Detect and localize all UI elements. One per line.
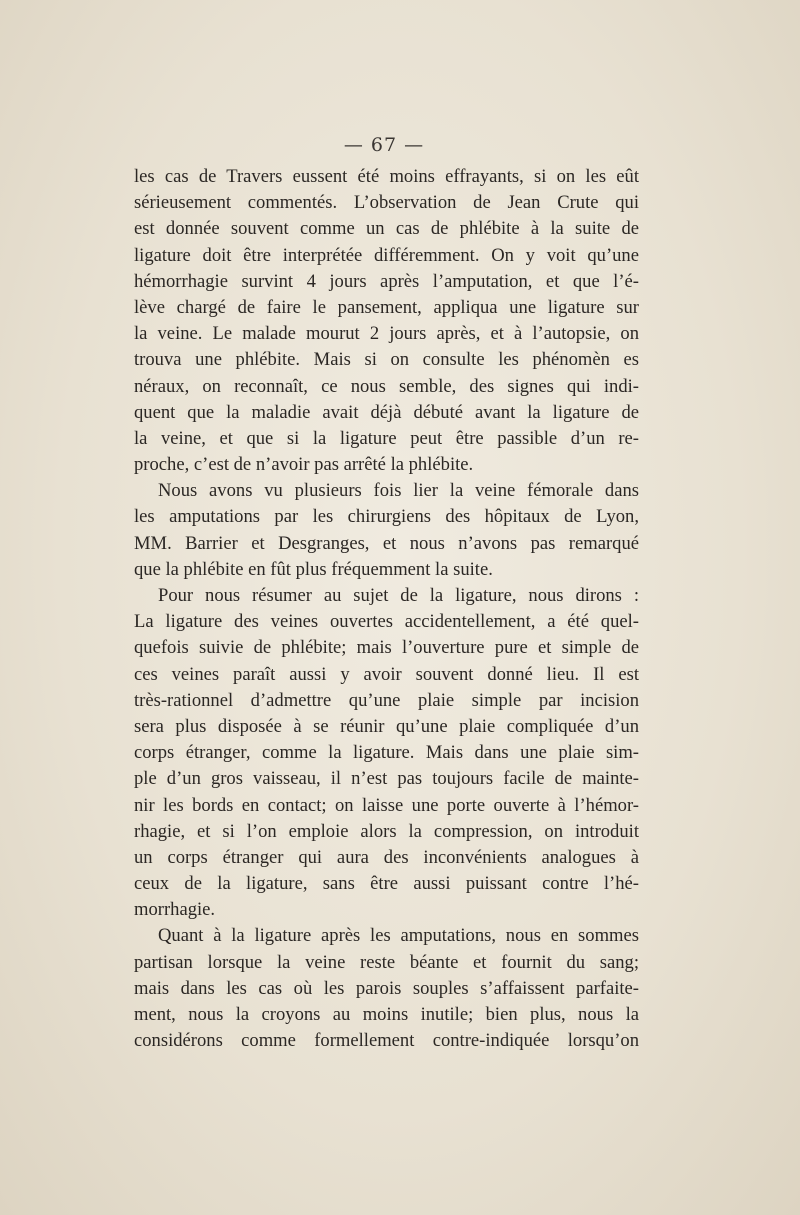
text-line: les cas de Travers eussent été moins effrayants, si on les eût: [134, 166, 639, 187]
text-line: néraux, on reconnaît, ce nous semble, des signes qui indi-: [134, 375, 639, 397]
text-line: La ligature des veines ouvertes accidentellement, a été quel-: [134, 611, 639, 633]
text-line: quent que la maladie avait déjà débuté avant la ligature de: [134, 401, 639, 423]
text-line: Nous avons vu plusieurs fois lier la veine fémorale dans: [158, 480, 639, 502]
text-line: ligature doit être interprétée différemment. On y voit qu’une: [134, 244, 639, 266]
text-line: corps étranger, comme la ligature. Mais dans une plaie sim-: [134, 742, 639, 764]
text-line: MM. Barrier et Desgranges, et nous n’avons pas remarqué: [134, 532, 639, 554]
text-line: sera plus disposée à se réunir qu’une plaie compliquée d’un: [134, 715, 639, 737]
body-text: [134, 164, 639, 1054]
text-line: la veine, et que si la ligature peut être passible d’un re-: [134, 427, 639, 449]
text-line: mais dans les cas où les parois souples s’affaissent parfaite-: [134, 977, 639, 999]
text-line: considérons comme formellement contre-indiquée lorsqu’on: [134, 1030, 639, 1052]
text-line: lève chargé de faire le pansement, appliqua une ligature sur: [134, 296, 639, 318]
text-line: Quant à la ligature après les amputations, nous en sommes: [158, 925, 639, 947]
text-line: ceux de la ligature, sans être aussi puissant contre l’hé-: [134, 873, 639, 895]
text-line: très-rationnel d’admettre qu’une plaie simple par incision: [134, 689, 639, 711]
text-line: quefois suivie de phlébite; mais l’ouverture pure et simple de: [134, 637, 639, 659]
text-line: la veine. Le malade mourut 2 jours après, et à l’autopsie, on: [134, 323, 639, 345]
text-line: est donnée souvent comme un cas de phlébite à la suite de: [134, 218, 639, 240]
text-line: nir les bords en contact; on laisse une porte ouverte à l’hémor-: [134, 794, 639, 816]
text-line: proche, c’est de n’avoir pas arrêté la phlébite.: [134, 454, 474, 476]
text-line: un corps étranger qui aura des inconvénients analogues à: [134, 846, 639, 868]
text-line: morrhagie.: [134, 899, 216, 921]
text-line: ment, nous la croyons au moins inutile; bien plus, nous la: [134, 1004, 639, 1025]
text-line: partisan lorsque la veine reste béante et fournit du sang;: [134, 951, 639, 973]
text-line: que la phlébite en fût plus fréquemment la suite.: [134, 558, 493, 580]
text-line: ple d’un gros vaisseau, il n’est pas toujours facile de mainte-: [134, 768, 639, 790]
text-line: ces veines paraît aussi y avoir souvent donné lieu. Il est: [134, 663, 639, 685]
text-line: hémorrhagie survint 4 jours après l’amputation, et que l’é-: [134, 270, 639, 292]
page-number: — 67 —: [343, 134, 425, 156]
text-line: sérieusement commentés. L’observation de Jean Crute qui: [134, 192, 639, 214]
text-line: trouva une phlébite. Mais si on consulte les phénomèn es: [134, 349, 639, 371]
text-line: Pour nous résumer au sujet de la ligature, nous dirons :: [158, 585, 639, 606]
text-line: rhagie, et si l’on emploie alors la compression, on introduit: [134, 820, 639, 842]
text-line: les amputations par les chirurgiens des hôpitaux de Lyon,: [134, 506, 639, 528]
